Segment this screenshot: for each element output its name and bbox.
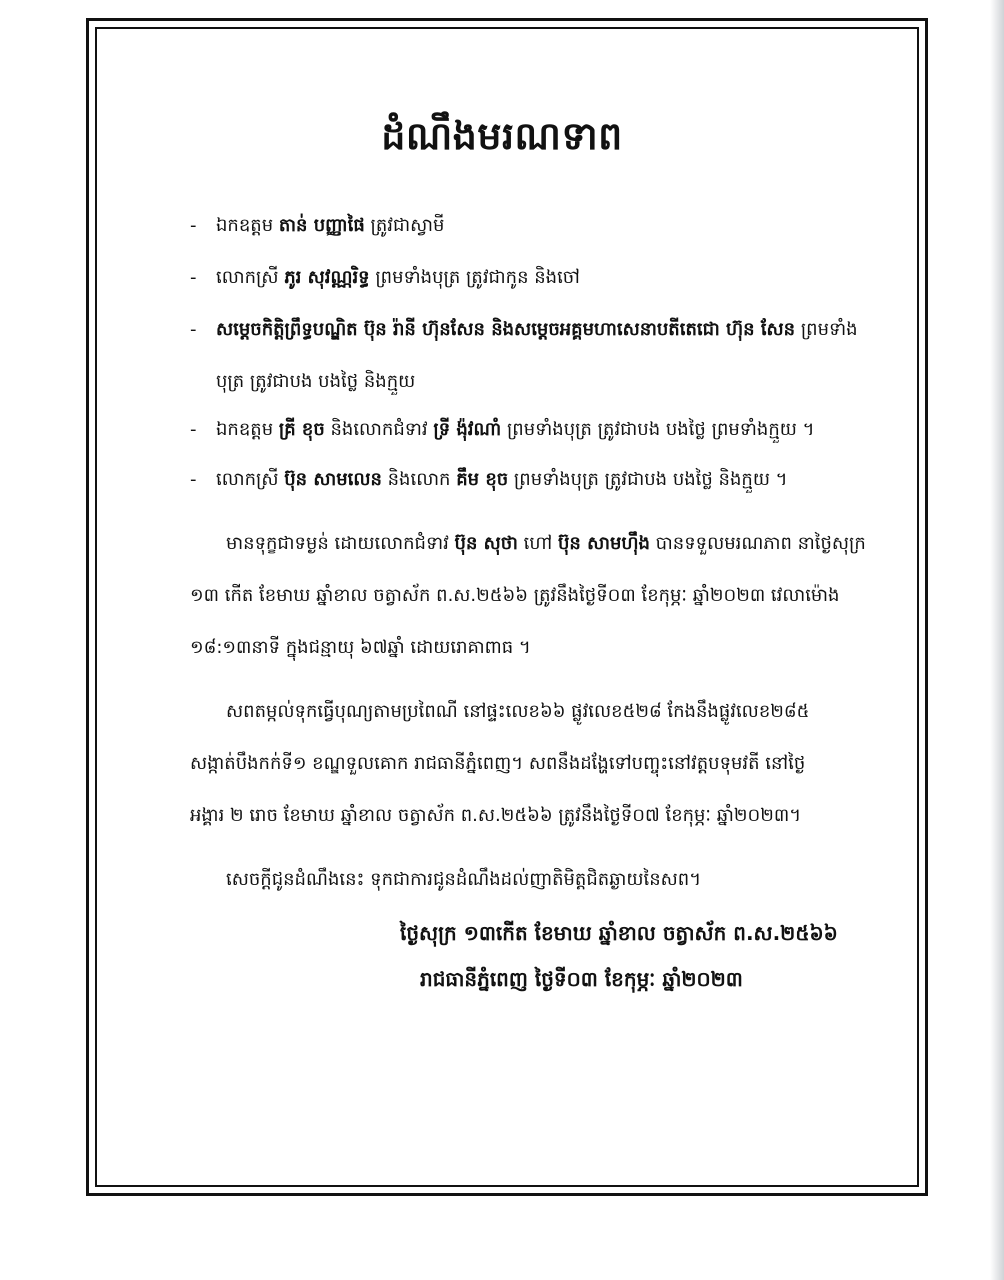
death-paragraph-line: ១៨:១៣នាទី ក្នុងជន្មាយុ ៦៧ឆ្នាំ ដោយរោគាពាធ ។ bbox=[190, 637, 531, 658]
notice-title: ដំណឹងមរណទាព bbox=[381, 114, 623, 158]
funeral-paragraph-line: សពតម្កល់ទុកធ្វើបុណ្យតាមប្រពៃណី នៅផ្ទះលេខ៦៦ ផ្លូវលេខ៥២៨ កែងនឹងផ្លូវលេខ២៨៥ bbox=[226, 701, 810, 722]
mourner-line: - សម្ដេចកិត្តិព្រឹទ្ធបណ្ឌិត ប៊ុន រ៉ានី ហ៊ុនសែន និងសម្ដេចអគ្គមហាសេនាបតីតេជោ ហ៊ុន សែន ព្រមទាំង bbox=[190, 319, 858, 340]
death-paragraph-line: ១៣ កើត ខែមាឃ ឆ្នាំខាល ចត្វាស័ក ព.ស.២៥៦៦ ត្រូវនឹងថ្ងៃទី០៣ ខែកុម្ភៈ ឆ្នាំ២០២៣ វេលាម៉ោង bbox=[190, 585, 840, 606]
date-lunar: ថ្ងៃសុក្រ ១៣កើត ខែមាឃ ឆ្នាំខាល ចត្វាស័ក ព.ស.២៥៦៦ bbox=[400, 921, 838, 945]
mourner-line: - ឯកឧត្តម គ្រី ខុច និងលោកជំទាវ ទ្រី ង៉ុវណាំ ព្រមទាំងបុត្រ ត្រូវជាបង បងថ្លៃ ព្រមទាំងក្មួយ ។ bbox=[190, 419, 815, 440]
date-place: រាជធានីភ្នំពេញ ថ្ងៃទី០៣ ខែកុម្ភៈ ឆ្នាំ២០២៣ bbox=[420, 967, 743, 991]
mourner-line-continuation: បុត្រ ត្រូវជាបង បងថ្លៃ និងក្មួយ bbox=[216, 371, 416, 392]
mourner-line: - លោកស្រី ប៊ុន សាមលេន និងលោក គឹម ខុច ព្រមទាំងបុត្រ ត្រូវជាបង បងថ្លៃ និងក្មួយ ។ bbox=[190, 469, 788, 490]
closing-sentence: សេចក្ដីជូនដំណឹងនេះ ទុកជាការជូនដំណឹងដល់ញាតិមិត្តជិតឆ្ងាយនៃសព។ bbox=[226, 869, 702, 890]
funeral-paragraph-line: សង្កាត់បឹងកក់ទី១ ខណ្ឌទួលគោក រាជធានីភ្នំពេញ។ សពនឹងដង្ហែទៅបញ្ចុះនៅវត្តបទុមវតី នៅថ្ងៃ bbox=[190, 753, 806, 774]
mourner-line: - លោកស្រី ភូរ សុវណ្ណរិទ្ធ ព្រមទាំងបុត្រ ត្រូវជាកូន និងចៅ bbox=[190, 267, 580, 288]
funeral-paragraph-line: អង្គារ ២ រោច ខែមាឃ ឆ្នាំខាល ចត្វាស័ក ព.ស.២៥៦៦ ត្រូវនឹងថ្ងៃទី០៧ ខែកុម្ភៈ ឆ្នាំ២០២៣។ bbox=[190, 805, 802, 826]
death-paragraph-line: មានទុក្ខជាទម្ងន់ ដោយលោកជំទាវ ប៊ុន សុថា ហៅ ប៊ុន សាមហ៊ឹង បានទទួលមរណភាព នាថ្ងៃសុក្រ bbox=[226, 533, 866, 554]
mourner-line: - ឯកឧត្តម តាន់ បញ្ញាផៃ ត្រូវជាស្វាមី bbox=[190, 215, 445, 236]
page-edge-shadow bbox=[990, 0, 1004, 1280]
